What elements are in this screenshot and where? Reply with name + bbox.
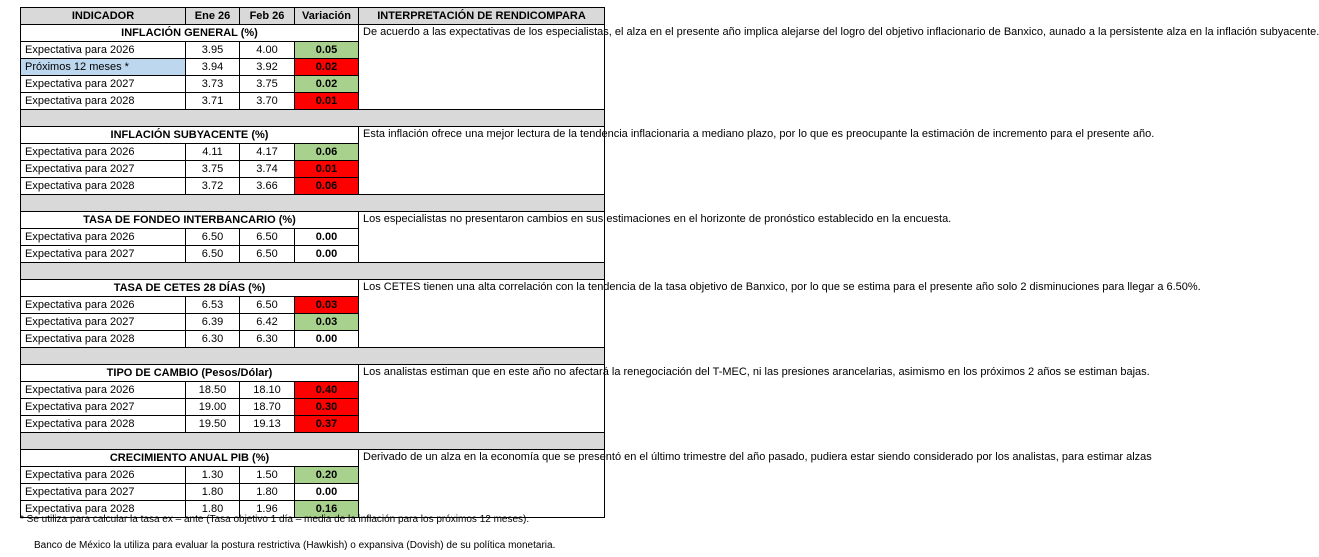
value-ene26: 6.53 xyxy=(186,297,240,314)
value-feb26: 3.66 xyxy=(240,178,295,195)
row-label: Expectativa para 2026 xyxy=(21,229,186,246)
row-label: Próximos 12 meses * xyxy=(21,59,186,76)
row-label: Expectativa para 2028 xyxy=(21,93,186,110)
value-ene26: 3.72 xyxy=(186,178,240,195)
row-label: Expectativa para 2027 xyxy=(21,484,186,501)
section-interpretation: De acuerdo a las expectativas de los especialistas, el alza en el presente año implica alejarse del logro del objetivo inflacionario de Banxico, aunado a la persistente alza en la inflación subyacente. xyxy=(359,25,605,110)
value-variacion: 0.02 xyxy=(295,76,359,93)
value-feb26: 1.96 xyxy=(240,501,295,518)
section-spacer xyxy=(21,433,605,450)
value-variacion: 0.01 xyxy=(295,93,359,110)
section-interpretation: Los CETES tienen una alta correlación con la tendencia de la tasa objetivo de Banxico, por lo que se estima para el presente año solo 2 disminuciones para llegar a 6.50%. xyxy=(359,280,605,348)
section-title-row xyxy=(21,127,605,144)
row-label: Expectativa para 2028 xyxy=(21,416,186,433)
value-feb26: 6.30 xyxy=(240,331,295,348)
section-title-row xyxy=(21,212,605,229)
value-ene26: 4.11 xyxy=(186,144,240,161)
value-feb26: 6.50 xyxy=(240,246,295,263)
value-feb26: 3.70 xyxy=(240,93,295,110)
value-ene26: 19.50 xyxy=(186,416,240,433)
section-title: INFLACIÓN GENERAL (%) xyxy=(21,25,359,42)
row-label: Expectativa para 2028 xyxy=(21,501,186,518)
spacer-cell xyxy=(21,110,605,127)
value-variacion: 0.40 xyxy=(295,382,359,399)
value-feb26: 1.50 xyxy=(240,467,295,484)
row-label: Expectativa para 2026 xyxy=(21,144,186,161)
spacer-cell xyxy=(21,195,605,212)
section-title: TASA DE CETES 28 DÍAS (%) xyxy=(21,280,359,297)
value-ene26: 3.71 xyxy=(186,93,240,110)
value-feb26: 18.70 xyxy=(240,399,295,416)
section-title-row xyxy=(21,280,605,297)
value-variacion: 0.05 xyxy=(295,42,359,59)
value-variacion: 0.03 xyxy=(295,314,359,331)
section-title: TIPO DE CAMBIO (Pesos/Dólar) xyxy=(21,365,359,382)
value-ene26: 6.39 xyxy=(186,314,240,331)
value-feb26: 4.17 xyxy=(240,144,295,161)
usage-note: Banco de México la utiliza para evaluar la postura restrictiva (Hawkish) o expansiva (Dovish) de su política monetaria. xyxy=(34,540,556,551)
value-ene26: 3.95 xyxy=(186,42,240,59)
section-spacer xyxy=(21,263,605,280)
value-variacion: 0.00 xyxy=(295,246,359,263)
value-variacion: 0.02 xyxy=(295,59,359,76)
row-label: Expectativa para 2026 xyxy=(21,467,186,484)
spacer-cell xyxy=(21,348,605,365)
table-body xyxy=(21,25,1319,518)
section-title-row xyxy=(21,450,605,467)
section-spacer xyxy=(21,348,605,365)
row-label: Expectativa para 2026 xyxy=(21,382,186,399)
value-feb26: 3.74 xyxy=(240,161,295,178)
value-ene26: 3.94 xyxy=(186,59,240,76)
value-variacion: 0.03 xyxy=(295,297,359,314)
section-interpretation: Los analistas estiman que en este año no afectará la renegociación del T-MEC, ni las presiones arancelarias, asimismo en los próximos 2 años se estiman bajas. xyxy=(359,365,605,433)
row-label: Expectativa para 2027 xyxy=(21,399,186,416)
spacer-cell xyxy=(21,263,605,280)
section-title-row xyxy=(21,25,605,42)
value-variacion: 0.16 xyxy=(295,501,359,518)
value-ene26: 1.80 xyxy=(186,501,240,518)
header-ene26: Ene 26 xyxy=(186,8,240,25)
section-interpretation: Derivado de un alza en la economía que se presentó en el último trimestre del año pasado, pudiera estar siendo considerado por los analistas, para estimar alzas xyxy=(359,450,605,518)
section-title-row xyxy=(21,365,605,382)
value-feb26: 19.13 xyxy=(240,416,295,433)
value-feb26: 3.75 xyxy=(240,76,295,93)
section-title: CRECIMIENTO ANUAL PIB (%) xyxy=(21,450,359,467)
value-variacion: 0.00 xyxy=(295,229,359,246)
section-spacer xyxy=(21,195,605,212)
row-label: Expectativa para 2026 xyxy=(21,42,186,59)
section-title: INFLACIÓN SUBYACENTE (%) xyxy=(21,127,359,144)
value-ene26: 6.30 xyxy=(186,331,240,348)
value-variacion: 0.20 xyxy=(295,467,359,484)
header-interpretacion: INTERPRETACIÓN DE RENDICOMPARA xyxy=(359,8,605,25)
row-label: Expectativa para 2028 xyxy=(21,178,186,195)
value-ene26: 3.73 xyxy=(186,76,240,93)
value-ene26: 18.50 xyxy=(186,382,240,399)
value-ene26: 19.00 xyxy=(186,399,240,416)
section-interpretation: Esta inflación ofrece una mejor lectura de la tendencia inflacionaria a mediano plazo, por lo que es preocupante la estimación de incremento para el presente año. xyxy=(359,127,605,195)
value-feb26: 4.00 xyxy=(240,42,295,59)
value-feb26: 6.50 xyxy=(240,229,295,246)
header-feb26: Feb 26 xyxy=(240,8,295,25)
value-variacion: 0.01 xyxy=(295,161,359,178)
row-label: Expectativa para 2027 xyxy=(21,76,186,93)
section-spacer xyxy=(21,110,605,127)
row-label: Expectativa para 2026 xyxy=(21,297,186,314)
row-label: Expectativa para 2028 xyxy=(21,331,186,348)
value-feb26: 6.50 xyxy=(240,297,295,314)
value-variacion: 0.30 xyxy=(295,399,359,416)
value-feb26: 1.80 xyxy=(240,484,295,501)
row-label: Expectativa para 2027 xyxy=(21,314,186,331)
header-indicator: INDICADOR xyxy=(21,8,186,25)
value-feb26: 3.92 xyxy=(240,59,295,76)
value-ene26: 1.30 xyxy=(186,467,240,484)
value-variacion: 0.37 xyxy=(295,416,359,433)
row-label: Expectativa para 2027 xyxy=(21,246,186,263)
value-variacion: 0.00 xyxy=(295,484,359,501)
value-variacion: 0.00 xyxy=(295,331,359,348)
spacer-cell xyxy=(21,433,605,450)
value-feb26: 18.10 xyxy=(240,382,295,399)
header-variacion: Variación xyxy=(295,8,359,25)
value-ene26: 6.50 xyxy=(186,229,240,246)
value-variacion: 0.06 xyxy=(295,178,359,195)
footnote: * Se utiliza para calcular la tasa ex – ante (Tasa objetivo 1 día – media de la inflación para los próximos 12 meses). xyxy=(20,514,530,525)
value-ene26: 3.75 xyxy=(186,161,240,178)
row-label: Expectativa para 2027 xyxy=(21,161,186,178)
value-ene26: 6.50 xyxy=(186,246,240,263)
section-title: TASA DE FONDEO INTERBANCARIO (%) xyxy=(21,212,359,229)
section-interpretation: Los especialistas no presentaron cambios en sus estimaciones en el horizonte de pronóstico establecido en la encuesta. xyxy=(359,212,605,263)
value-variacion: 0.06 xyxy=(295,144,359,161)
expectations-table xyxy=(20,7,1319,518)
value-feb26: 6.42 xyxy=(240,314,295,331)
value-ene26: 1.80 xyxy=(186,484,240,501)
header-row xyxy=(21,8,605,25)
